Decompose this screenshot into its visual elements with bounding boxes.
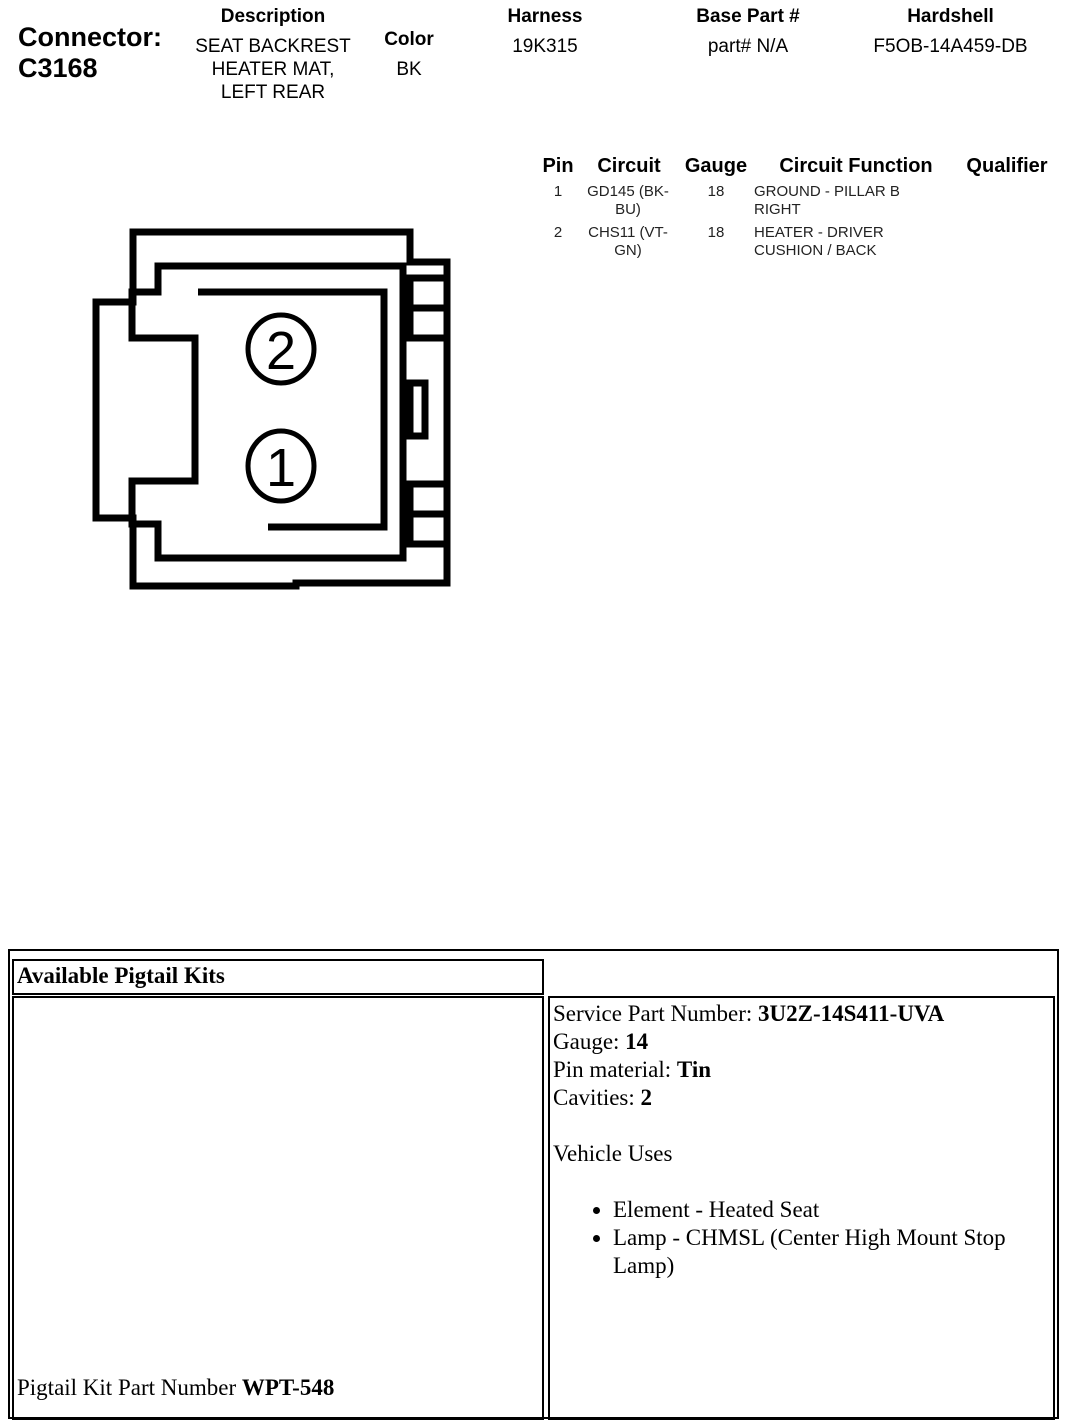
latch-middle: [410, 383, 425, 436]
pigtail-kit-label: Pigtail Kit Part Number: [17, 1375, 242, 1400]
circuit-cell: [580, 224, 676, 260]
function-cell: [754, 224, 954, 260]
pin-material-line: [553, 1056, 1053, 1084]
circuit-column-header: Circuit: [597, 155, 661, 177]
gauge-line: [553, 1028, 1053, 1056]
gauge-cell: 18: [707, 224, 725, 241]
pin-2-label: 2: [265, 321, 297, 381]
function-cell: [754, 183, 954, 219]
description-line: SEAT BACKREST: [195, 36, 351, 57]
function-line: CUSHION / BACK: [754, 242, 877, 259]
gauge-label: Gauge:: [553, 1029, 626, 1054]
description-heading: Description: [220, 6, 326, 27]
service-part-label: Service Part Number:: [553, 1001, 759, 1026]
color-value: BK: [396, 59, 422, 80]
hardshell-heading: Hardshell: [907, 6, 994, 27]
harness-value: 19K315: [512, 36, 578, 57]
list-item: • Element - Heated Seat: [613, 1196, 1053, 1224]
circuit-line: GD145 (BK-: [587, 183, 669, 200]
description-line: HEATER MAT,: [211, 59, 335, 80]
cavities-line: [553, 1084, 1053, 1112]
connector-inner-cavity: [132, 266, 403, 558]
cavities-label: Cavities:: [553, 1085, 641, 1110]
pigtail-kit-number: WPT-548: [241, 1375, 335, 1400]
circuit-cell: [580, 183, 676, 219]
function-line: HEATER - DRIVER: [754, 224, 884, 241]
function-line: RIGHT: [754, 201, 801, 218]
list-item: • Lamp - CHMSL (Center High Mount Stop Lamp): [613, 1224, 1053, 1280]
pigtail-heading-cell: [12, 959, 544, 995]
pin-number: 1: [553, 183, 563, 200]
pin-2-cavity: [248, 315, 314, 383]
service-part-line: [553, 1000, 1053, 1028]
pigtail-kit-cell: [12, 996, 544, 1420]
vehicle-uses-list: [553, 1196, 1053, 1280]
service-part-value: 3U2Z-14S411-UVA: [758, 1001, 945, 1026]
connector-face-diagram: [80, 220, 470, 600]
circuit-line: BU): [615, 201, 641, 218]
gauge-cell: 18: [707, 183, 725, 200]
pin-number: 2: [553, 224, 563, 241]
pin-1-label: 1: [265, 438, 297, 498]
base-part-value: part# N/A: [707, 36, 789, 57]
gauge-column-header: Gauge: [684, 155, 748, 177]
base-part-heading: Base Part #: [696, 6, 800, 27]
description-line: LEFT REAR: [220, 82, 326, 103]
gauge-value: 14: [625, 1029, 649, 1054]
circuit-line: GN): [614, 242, 642, 259]
qualifier-column-header: Qualifier: [966, 155, 1048, 177]
function-column-header: Circuit Function: [779, 155, 933, 177]
pin-column-header: Pin: [542, 155, 574, 177]
pigtail-details-cell: [548, 996, 1055, 1420]
circuit-line: CHS11 (VT-: [588, 224, 668, 241]
pin-material-value: Tin: [676, 1057, 712, 1082]
connector-label: Connector:: [18, 22, 162, 52]
description-value: [183, 35, 363, 104]
pigtail-heading: Available Pigtail Kits: [17, 963, 225, 988]
vehicle-uses-heading: Vehicle Uses: [553, 1141, 673, 1166]
connector-id: C3168: [18, 53, 98, 83]
pin-1-cavity: [248, 431, 314, 501]
hardshell-value: F5OB-14A459-DB: [873, 36, 1028, 57]
harness-heading: Harness: [507, 6, 583, 27]
color-heading: Color: [384, 29, 434, 50]
function-line: GROUND - PILLAR B: [754, 183, 900, 200]
pigtail-details: [550, 998, 1053, 1280]
pin-material-label: Pin material:: [553, 1057, 677, 1082]
connector-outer-housing: [96, 232, 447, 586]
connector-title: [18, 22, 162, 84]
cavities-value: 2: [640, 1085, 653, 1110]
pigtail-kit-line: [17, 1375, 334, 1401]
